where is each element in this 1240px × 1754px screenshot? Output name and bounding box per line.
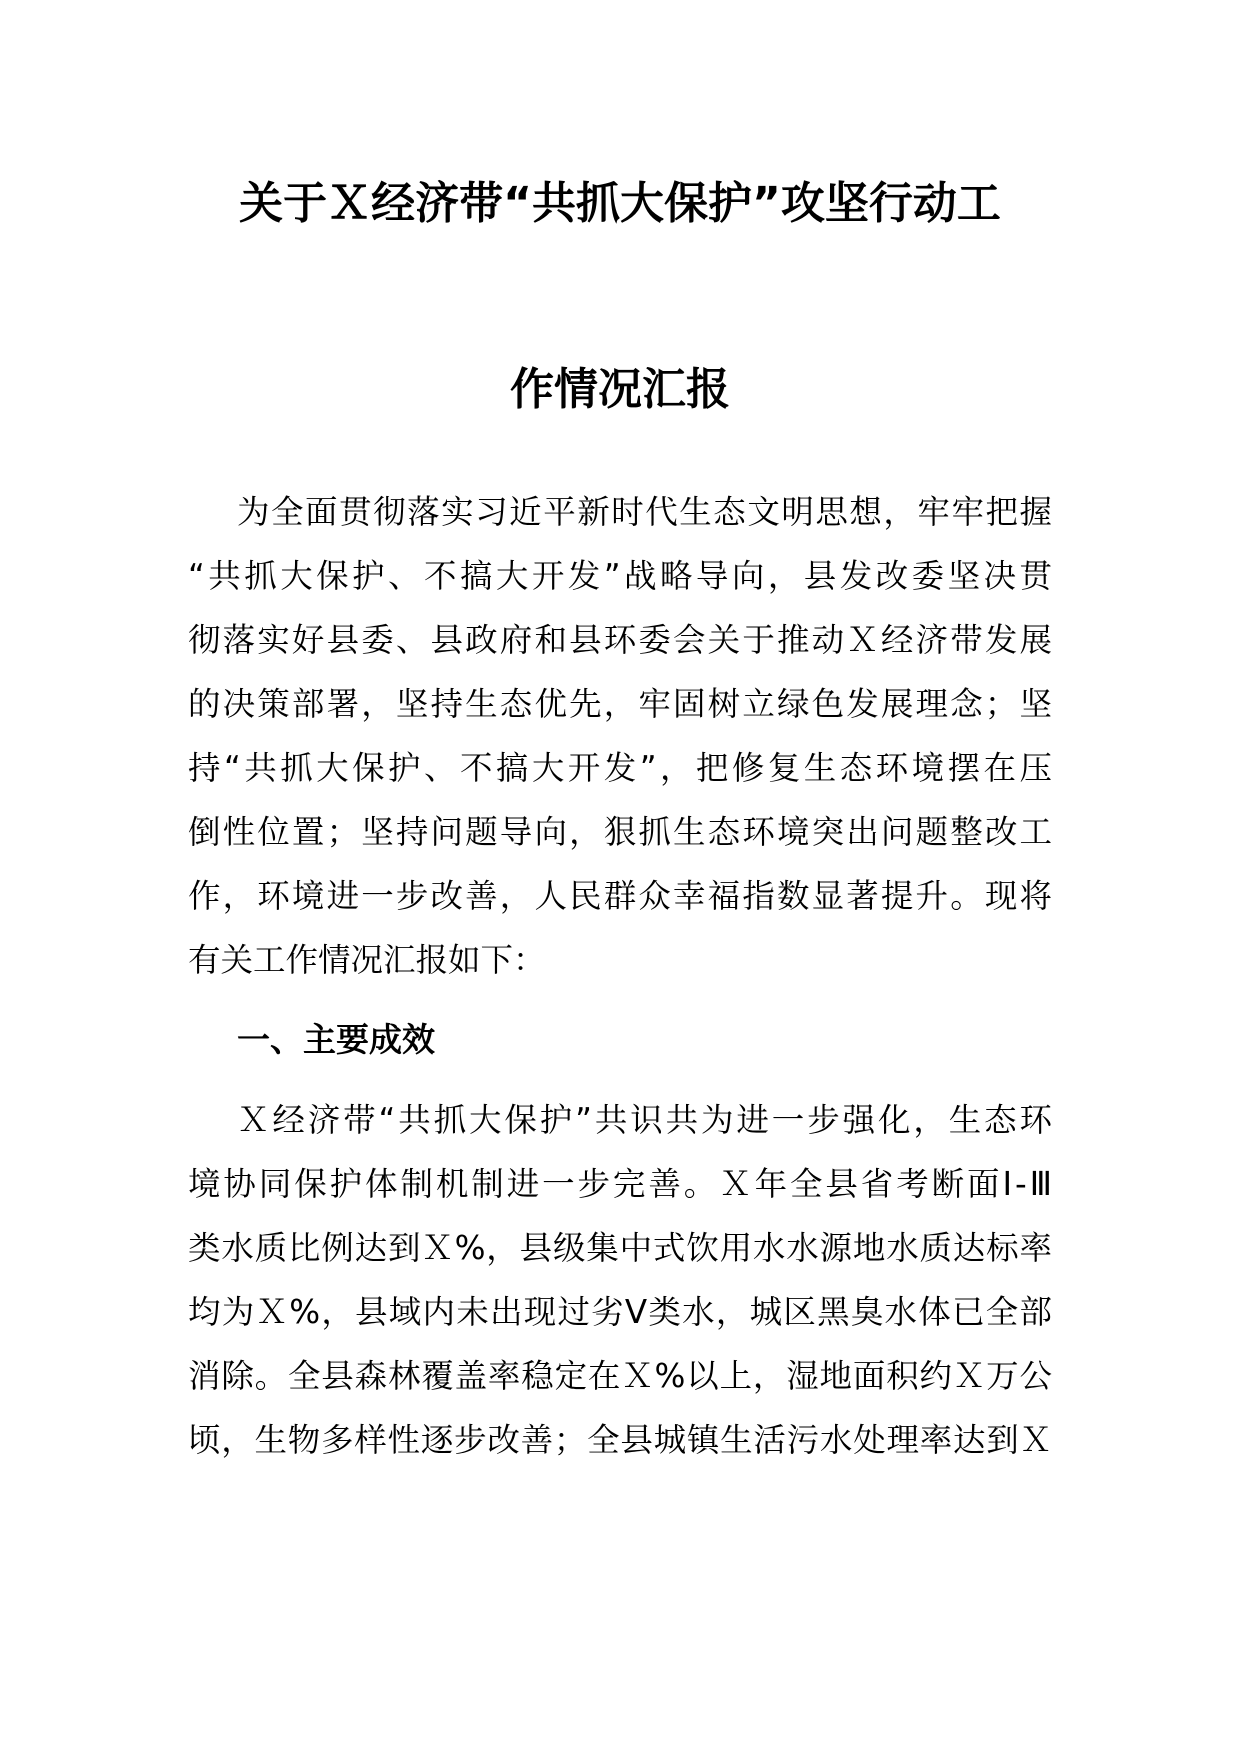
section-paragraph-line: 均为Ｘ%，县域内未出现过劣Ⅴ类水，城区黑臭水体已全部 bbox=[188, 1293, 1052, 1331]
intro-paragraph-line: 持“共抓大保护、不搞大开发”，把修复生态环境摆在压 bbox=[188, 749, 1052, 787]
section-paragraph-line: Ｘ经济带“共抓大保护”共识共为进一步强化，生态环 bbox=[237, 1101, 1052, 1139]
intro-paragraph-line: 的决策部署，坚持生态优先，牢固树立绿色发展理念；坚 bbox=[188, 685, 1052, 723]
intro-paragraph-line: 倒性位置；坚持问题导向，狠抓生态环境突出问题整改工 bbox=[188, 813, 1052, 851]
intro-paragraph-line: 有关工作情况汇报如下： bbox=[188, 941, 546, 979]
document-title-line-2: 作情况汇报 bbox=[510, 364, 730, 415]
section-heading: 一、主要成效 bbox=[237, 1020, 435, 1059]
section-paragraph-line: 顷，生物多样性逐步改善；全县城镇生活污水处理率达到Ｘ bbox=[188, 1421, 1052, 1459]
intro-paragraph-line: 作，环境进一步改善，人民群众幸福指数显著提升。现将 bbox=[188, 877, 1052, 915]
document-title-line-1: 关于Ｘ经济带“共抓大保护”攻坚行动工 bbox=[239, 178, 1001, 229]
section-paragraph-line: 类水质比例达到Ｘ%，县级集中式饮用水水源地水质达标率 bbox=[188, 1229, 1052, 1267]
intro-paragraph-line: 彻落实好县委、县政府和县环委会关于推动Ｘ经济带发展 bbox=[188, 621, 1052, 659]
section-paragraph-line: 消除。全县森林覆盖率稳定在Ｘ%以上，湿地面积约Ｘ万公 bbox=[188, 1357, 1052, 1395]
intro-paragraph-line: “共抓大保护、不搞大开发”战略导向，县发改委坚决贯 bbox=[188, 557, 1052, 595]
section-paragraph-line: 境协同保护体制机制进一步完善。Ｘ年全县省考断面Ⅰ-Ⅲ bbox=[188, 1165, 1052, 1203]
intro-paragraph-line: 为全面贯彻落实习近平新时代生态文明思想，牢牢把握 bbox=[237, 493, 1052, 531]
